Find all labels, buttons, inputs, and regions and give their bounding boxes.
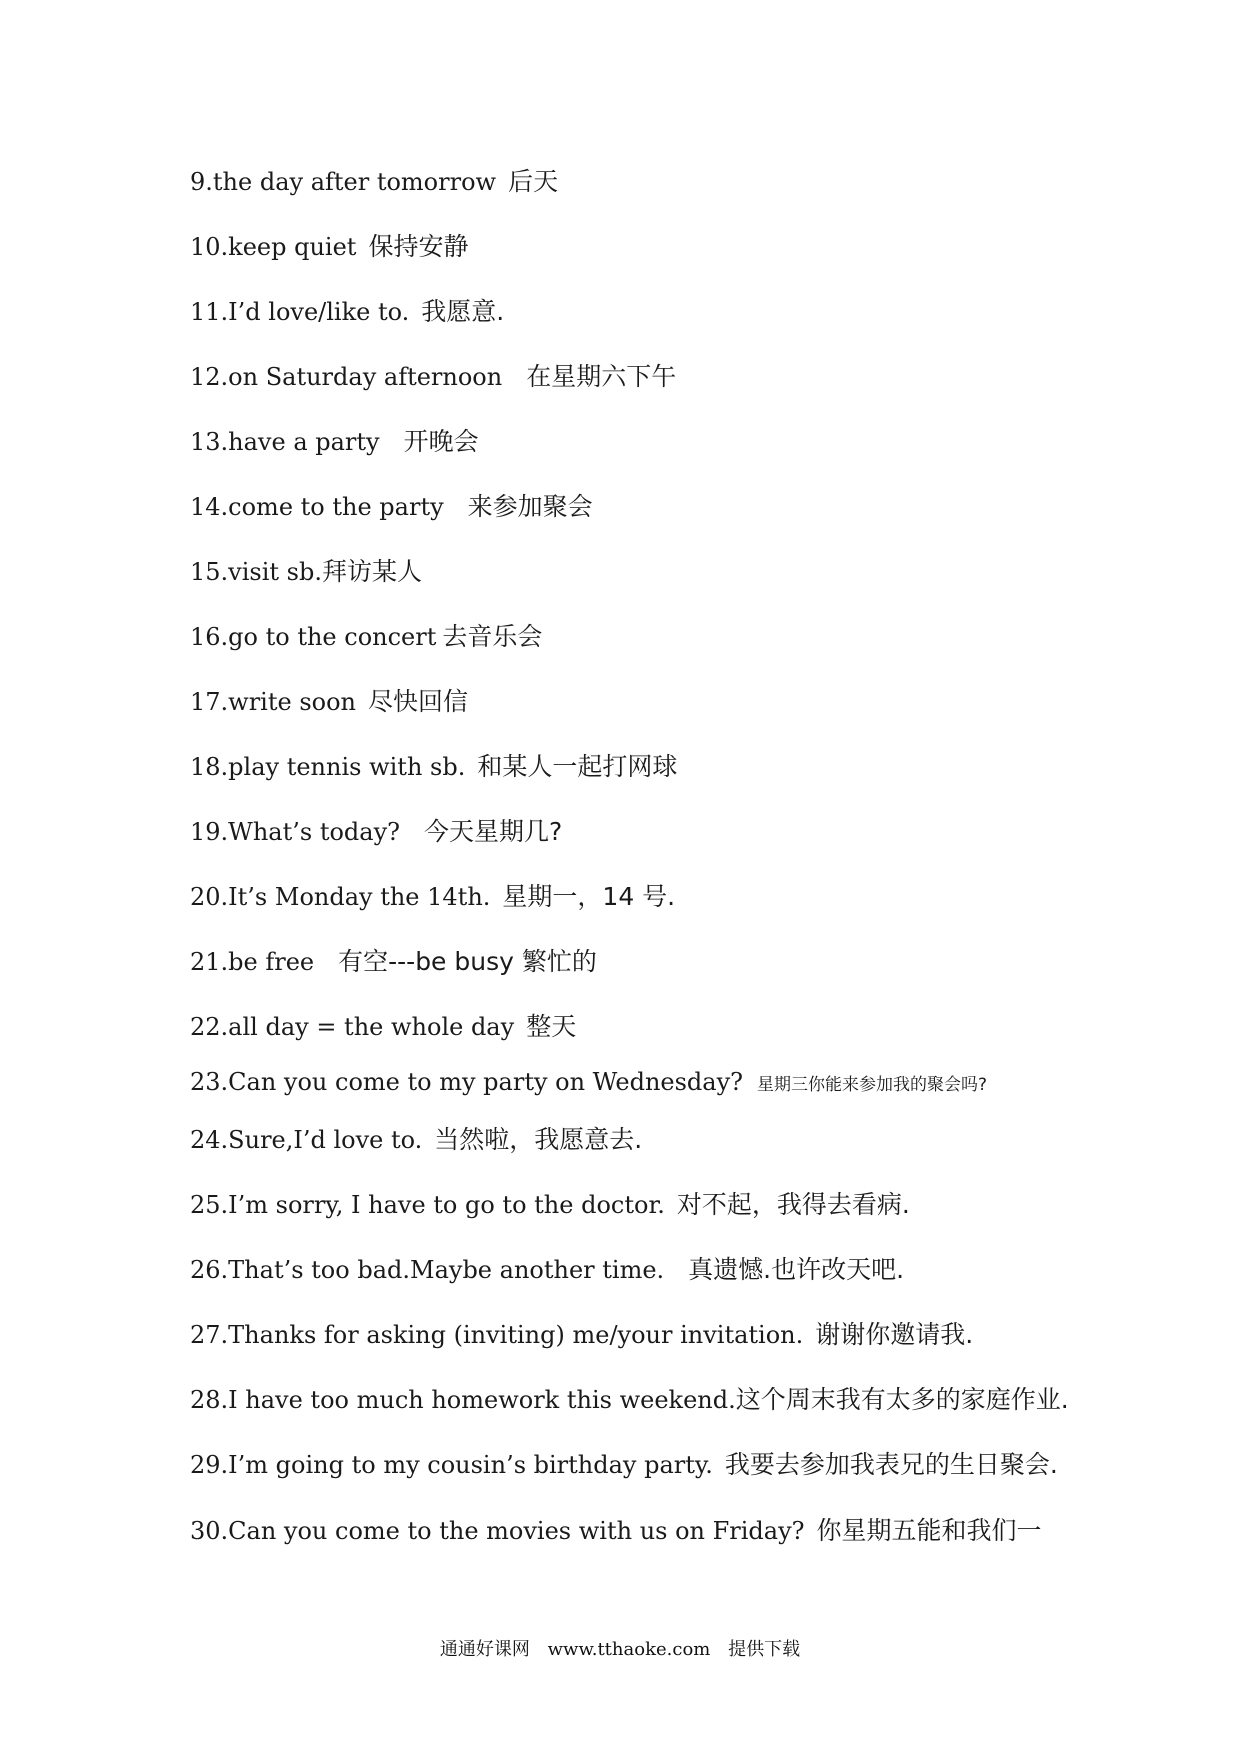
phrase-chinese: 谢谢你邀请我. bbox=[815, 1320, 974, 1349]
phrase-chinese: 拜访某人 bbox=[321, 557, 422, 586]
phrase-english: 13.have a party bbox=[190, 428, 380, 456]
phrase-chinese: 星期一，14 号. bbox=[502, 882, 676, 911]
phrase-english: 14.come to the party bbox=[190, 493, 444, 521]
phrase-line-10 bbox=[190, 231, 468, 263]
phrase-line-11 bbox=[190, 296, 504, 328]
phrase-line-28 bbox=[190, 1384, 1069, 1416]
phrase-chinese: 对不起，我得去看病. bbox=[676, 1190, 910, 1219]
phrase-line-16 bbox=[190, 621, 542, 653]
phrase-chinese: 真遗憾.也许改天吧. bbox=[688, 1255, 905, 1284]
phrase-line-26 bbox=[190, 1254, 904, 1286]
phrase-english: 21.be free bbox=[190, 948, 315, 976]
phrase-chinese: 星期三你能来参加我的聚会吗? bbox=[757, 1075, 988, 1095]
phrase-english: 11.I’d love/like to. bbox=[190, 298, 410, 326]
phrase-line-18 bbox=[190, 751, 677, 783]
phrase-line-24 bbox=[190, 1124, 642, 1156]
phrase-line-30 bbox=[190, 1515, 1042, 1547]
phrase-chinese: 整天 bbox=[526, 1012, 577, 1041]
phrase-line-15 bbox=[190, 556, 422, 588]
phrase-english: 25.I’m sorry, I have to go to the doctor. bbox=[190, 1191, 665, 1219]
phrase-english: 20.It’s Monday the 14th. bbox=[190, 883, 491, 911]
phrase-chinese: 这个周末我有太多的家庭作业. bbox=[735, 1385, 1069, 1414]
phrase-line-20 bbox=[190, 881, 675, 913]
phrase-chinese: 我要去参加我表兄的生日聚会. bbox=[724, 1450, 1058, 1479]
phrase-line-17 bbox=[190, 686, 468, 718]
phrase-line-21 bbox=[190, 946, 597, 978]
phrase-line-27 bbox=[190, 1319, 973, 1351]
phrase-line-29 bbox=[190, 1449, 1058, 1481]
phrase-chinese: 和某人一起打网球 bbox=[477, 752, 678, 781]
phrase-english: 15.visit sb. bbox=[190, 558, 322, 586]
phrase-line-13 bbox=[190, 426, 479, 458]
phrase-line-12 bbox=[190, 361, 676, 393]
phrase-chinese: 今天星期几? bbox=[424, 817, 563, 846]
footer-site-name: 通通好课网 bbox=[439, 1639, 530, 1660]
phrase-english: 26.That’s too bad.Maybe another time. bbox=[190, 1256, 665, 1284]
phrase-english: 24.Sure,I’d love to. bbox=[190, 1126, 423, 1154]
page-footer bbox=[0, 1638, 1240, 1662]
phrase-line-9 bbox=[190, 166, 558, 198]
phrase-english: 23.Can you come to my party on Wednesday? bbox=[190, 1068, 744, 1096]
phrase-chinese: 来参加聚会 bbox=[467, 492, 593, 521]
phrase-english: 28.I have too much homework this weekend. bbox=[190, 1386, 736, 1414]
phrase-chinese: 开晚会 bbox=[403, 427, 479, 456]
phrase-english: 16.go to the concert bbox=[190, 623, 437, 651]
phrase-english: 27.Thanks for asking (inviting) me/your invitation. bbox=[190, 1321, 804, 1349]
phrase-chinese: 保持安静 bbox=[368, 232, 469, 261]
footer-url: www.tthaoke.com bbox=[547, 1639, 711, 1660]
phrase-english: 9.the day after tomorrow bbox=[190, 168, 497, 196]
phrase-english: 22.all day = the whole day bbox=[190, 1013, 515, 1041]
phrase-english: 19.What’s today? bbox=[190, 818, 401, 846]
phrase-english: 17.write soon bbox=[190, 688, 357, 716]
phrase-chinese: 有空---be busy 繁忙的 bbox=[338, 947, 597, 976]
phrase-english: 10.keep quiet bbox=[190, 233, 357, 261]
phrase-english: 30.Can you come to the movies with us on Friday? bbox=[190, 1517, 805, 1545]
phrase-line-23 bbox=[190, 1066, 987, 1101]
phrase-line-25 bbox=[190, 1189, 910, 1221]
phrase-english: 18.play tennis with sb. bbox=[190, 753, 466, 781]
phrase-chinese: 我愿意. bbox=[421, 297, 505, 326]
phrase-english: 29.I’m going to my cousin’s birthday party. bbox=[190, 1451, 713, 1479]
phrase-chinese: 去音乐会 bbox=[442, 622, 543, 651]
phrase-chinese: 在星期六下午 bbox=[526, 362, 677, 391]
phrase-english: 12.on Saturday afternoon bbox=[190, 363, 503, 391]
phrase-chinese: 后天 bbox=[508, 167, 559, 196]
phrase-line-22 bbox=[190, 1011, 576, 1043]
phrase-line-19 bbox=[190, 816, 562, 848]
phrase-chinese: 当然啦，我愿意去. bbox=[434, 1125, 643, 1154]
phrase-chinese: 尽快回信 bbox=[368, 687, 469, 716]
phrase-line-14 bbox=[190, 491, 593, 523]
phrase-chinese: 你星期五能和我们一 bbox=[816, 1516, 1042, 1545]
footer-suffix: 提供下载 bbox=[728, 1639, 801, 1660]
